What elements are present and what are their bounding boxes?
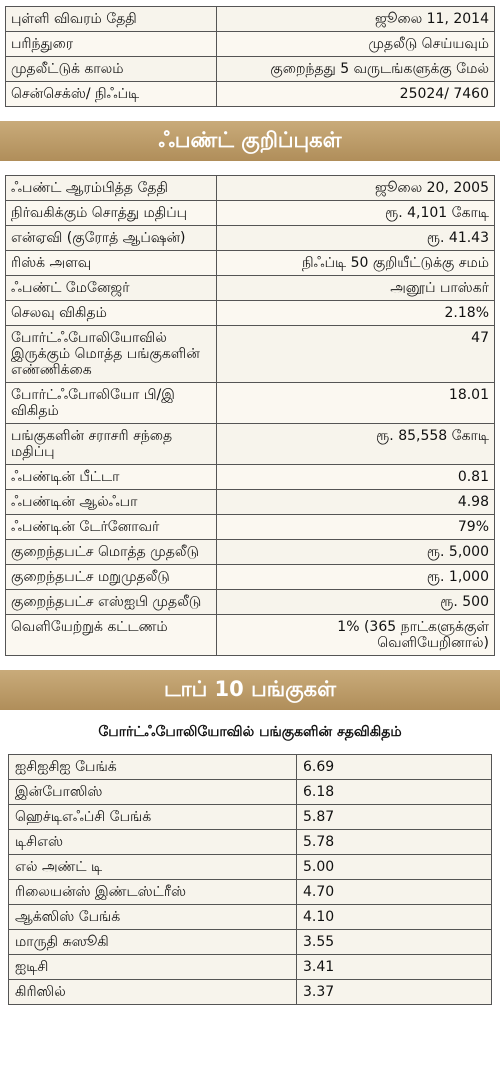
stock-percent: 3.37 [297, 980, 492, 1005]
top-holdings-subtitle: போர்ட்ஃபோலியோவில் பங்குகளின் சதவிகிதம் [98, 724, 402, 740]
row-value: ரூ. 4,101 கோடி [217, 201, 495, 226]
table-row [6, 57, 495, 82]
row-value: ரூ. 500 [217, 590, 495, 615]
stock-percent: 4.10 [297, 905, 492, 930]
stock-percent: 5.00 [297, 855, 492, 880]
stock-name: இன்போஸிஸ் [9, 780, 297, 805]
stock-percent: 5.87 [297, 805, 492, 830]
table-row [9, 905, 492, 930]
table-row [6, 540, 495, 565]
fund-factsheet-page [0, 6, 500, 1075]
row-value: ரூ. 1,000 [217, 565, 495, 590]
table-row [6, 176, 495, 201]
table-row [6, 276, 495, 301]
table-row [6, 201, 495, 226]
table-row [6, 515, 495, 540]
table-row [6, 465, 495, 490]
row-label: நிர்வகிக்கும் சொத்து மதிப்பு [6, 201, 217, 226]
row-label: ஃபண்டின் ஆல்ஃபா [6, 490, 217, 515]
stock-name: ஐடிசி [9, 955, 297, 980]
stock-percent: 6.18 [297, 780, 492, 805]
stock-name: கிரிஸில் [9, 980, 297, 1005]
table-row [6, 301, 495, 326]
row-value: 25024/ 7460 [217, 82, 495, 107]
table-row [9, 955, 492, 980]
stock-percent: 6.69 [297, 755, 492, 780]
row-label: முதலீட்டுக் காலம் [6, 57, 217, 82]
row-label: குறைந்தபட்ச எஸ்ஐபி முதலீடு [6, 590, 217, 615]
row-label: போர்ட்ஃபோலியோ பி/இ விகிதம் [6, 383, 217, 424]
row-label: என்ஏவி (குரோத் ஆப்ஷன்) [6, 226, 217, 251]
row-value: நிஃப்டி 50 குறியீட்டுக்கு சமம் [217, 251, 495, 276]
table-row [9, 880, 492, 905]
stock-name: ஆக்ஸிஸ் பேங்க் [9, 905, 297, 930]
table-row [6, 226, 495, 251]
table-row [6, 590, 495, 615]
fund-details-table [5, 175, 495, 656]
table-row [9, 805, 492, 830]
row-label: ஃபண்டின் டேர்னோவர் [6, 515, 217, 540]
table-row [6, 565, 495, 590]
row-value: ரூ. 41.43 [217, 226, 495, 251]
stock-percent: 5.78 [297, 830, 492, 855]
row-label: ஃபண்ட் மேனேஜர் [6, 276, 217, 301]
row-label: ஃபண்டின் பீட்டா [6, 465, 217, 490]
row-label: போர்ட்ஃபோலியோவில் இருக்கும் மொத்த பங்குகளின் எண்ணிக்கை [6, 326, 217, 383]
row-value: ரூ. 5,000 [217, 540, 495, 565]
row-label: ரிஸ்க் அளவு [6, 251, 217, 276]
stock-name: ஐசிஐசிஐ பேங்க் [9, 755, 297, 780]
stock-name: ஹெச்டிஎஃப்சி பேங்க் [9, 805, 297, 830]
row-value: 2.18% [217, 301, 495, 326]
table-row [9, 980, 492, 1005]
row-value: 0.81 [217, 465, 495, 490]
table-row [6, 424, 495, 465]
row-label: குறைந்தபட்ச மொத்த முதலீடு [6, 540, 217, 565]
row-value: ஜூலை 11, 2014 [217, 7, 495, 32]
row-label: பரிந்துரை [6, 32, 217, 57]
top-holdings-title: டாப் 10 பங்குகள் [163, 676, 337, 701]
table-row [9, 930, 492, 955]
stock-percent: 3.55 [297, 930, 492, 955]
table-row [6, 7, 495, 32]
stock-percent: 3.41 [297, 955, 492, 980]
row-value: அனூப் பாஸ்கர் [217, 276, 495, 301]
table-row [6, 615, 495, 656]
table-row [6, 82, 495, 107]
row-value: 1% (365 நாட்களுக்குள் வெளியேறினால்) [217, 615, 495, 656]
stock-name: ரிலையன்ஸ் இண்டஸ்ட்ரீஸ் [9, 880, 297, 905]
table-row [6, 251, 495, 276]
table-row [9, 830, 492, 855]
row-value: 47 [217, 326, 495, 383]
row-value: குறைந்தது 5 வருடங்களுக்கு மேல் [217, 57, 495, 82]
stock-name: எல் அண்ட் டி [9, 855, 297, 880]
stock-percent: 4.70 [297, 880, 492, 905]
info-table [5, 6, 495, 107]
row-label: புள்ளி விவரம் தேதி [6, 7, 217, 32]
row-label: வெளியேற்றுக் கட்டணம் [6, 615, 217, 656]
row-label: செலவு விகிதம் [6, 301, 217, 326]
top-holdings-table [8, 754, 492, 1005]
row-value: ரூ. 85,558 கோடி [217, 424, 495, 465]
table-row [6, 32, 495, 57]
row-label: சென்செக்ஸ்/ நிஃப்டி [6, 82, 217, 107]
row-label: ஃபண்ட் ஆரம்பித்த தேதி [6, 176, 217, 201]
row-value: 79% [217, 515, 495, 540]
table-row [9, 755, 492, 780]
row-value: 18.01 [217, 383, 495, 424]
table-row [6, 383, 495, 424]
table-row [6, 326, 495, 383]
fund-details-banner [0, 121, 500, 161]
fund-details-title: ஃபண்ட் குறிப்புகள் [158, 127, 342, 152]
table-row [9, 855, 492, 880]
top-holdings-banner [0, 670, 500, 710]
table-row [6, 490, 495, 515]
table-row [9, 780, 492, 805]
stock-name: டிசிஎஸ் [9, 830, 297, 855]
row-label: பங்குகளின் சராசரி சந்தை மதிப்பு [6, 424, 217, 465]
row-value: 4.98 [217, 490, 495, 515]
row-label: குறைந்தபட்ச மறுமுதலீடு [6, 565, 217, 590]
row-value: ஜூலை 20, 2005 [217, 176, 495, 201]
row-value: முதலீடு செய்யவும் [217, 32, 495, 57]
stock-name: மாருதி சுஸூகி [9, 930, 297, 955]
